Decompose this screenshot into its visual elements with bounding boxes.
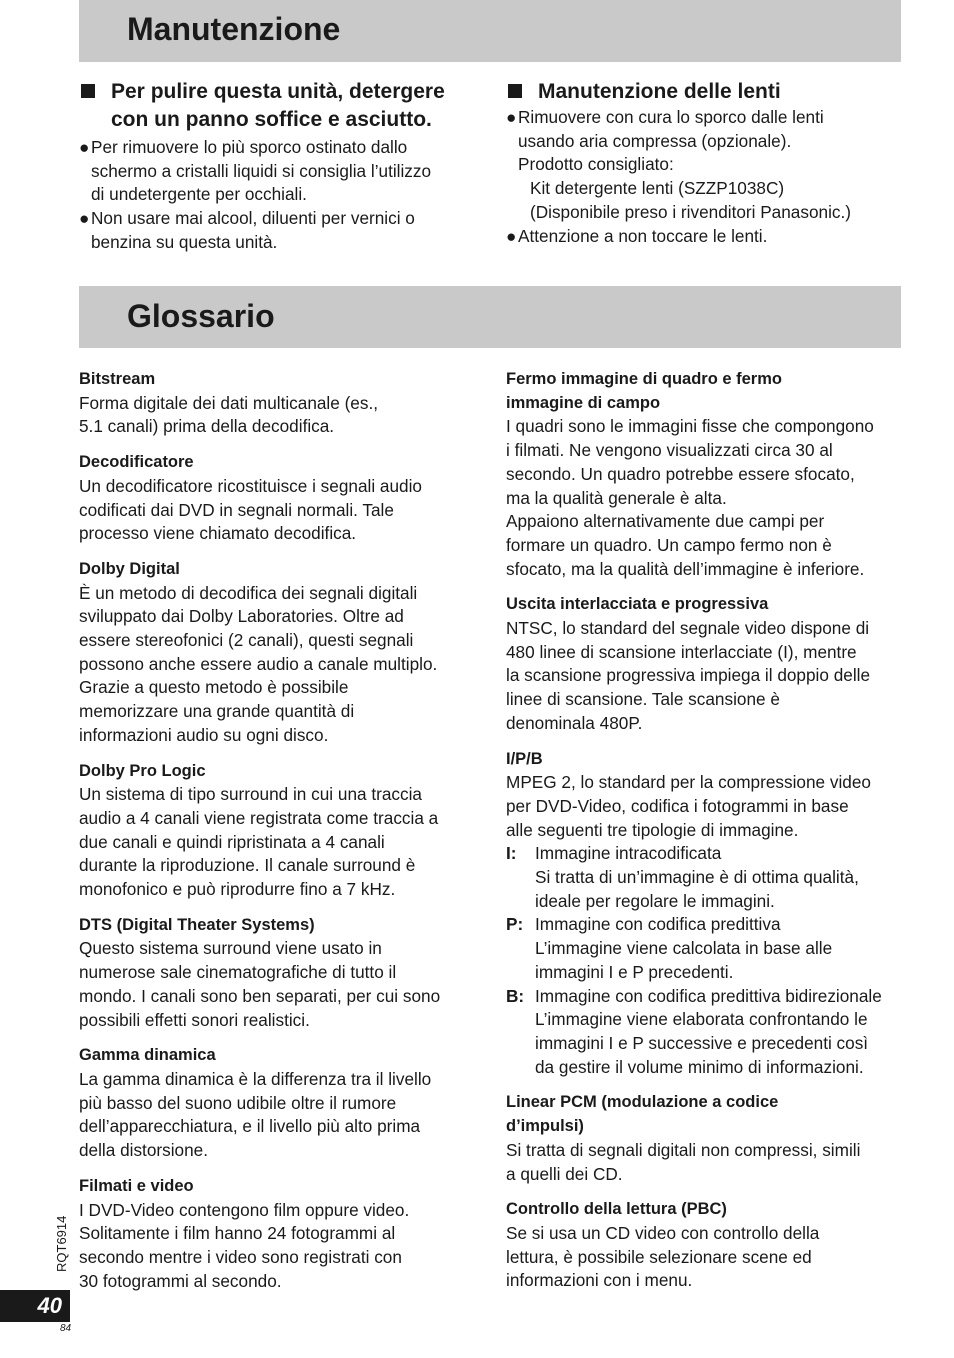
glossary-right-column xyxy=(506,368,906,1305)
glossary-entry: Uscita interlacciata e progressiva NTSC, lo standard del segnale video dispone di 480 linee di scansione interlacciate (I), mentre la scansione progressiva impiega il doppio delle linee di scansione. Tale scansione è denominala 480P. xyxy=(506,593,906,735)
glossary-term: Decodificatore xyxy=(79,453,194,472)
bullet-icon: ● xyxy=(506,225,517,246)
glossary-term: Dolby Digital xyxy=(79,559,180,578)
page-number: 40 xyxy=(37,1293,62,1318)
glossary-entry: Dolby Digital È un metodo di decodifica dei segnali digitali sviluppato dai Dolby Laboratories. Oltre ad essere stereofonici (2 canali), questi segnali possono anche essere audio a canale multiplo. Grazie a questo metodo è possibile memorizzare una grande quantità di informazioni audio su ogni disco. xyxy=(79,558,479,748)
cleaning-heading: Per pulire questa unità, detergere con un panno soffice e asciutto. xyxy=(79,78,489,134)
ipb-item: P: Immagine con codifica predittiva L’immagine viene calcolata in base alle immagini I e P precedenti. xyxy=(506,913,906,984)
bullet-icon: ● xyxy=(79,208,90,229)
glossary-term: DTS (Digital Theater Systems) xyxy=(79,915,315,934)
lens-section xyxy=(506,78,906,248)
bullet-item: ● Rimuovere con cura lo sporco dalle lenti usando aria compressa (opzionale). Prodotto consigliato: Kit detergente lenti (SZZP1038C) (Disponibile preso i rivenditori Panasonic.) xyxy=(506,107,851,222)
ipb-item: I: Immagine intracodificata Si tratta di un’immagine è di ottima qualità, ideale per regolare le immagini. xyxy=(506,842,906,913)
glossary-left-column xyxy=(79,368,479,1305)
glossary-term: Bitstream xyxy=(79,370,156,388)
glossary-banner xyxy=(79,286,901,348)
glossary-entry: Linear PCM (modulazione a codice d’impulsi) Si tratta di segnali digitali non compressi, simili a quelli dei CD. xyxy=(506,1091,906,1186)
glossary-entry: Bitstream Forma digitale dei dati multicanale (es., 5.1 canali) prima della decodifica. xyxy=(79,368,479,439)
glossary-title: Glossario xyxy=(127,298,275,334)
glossary-entry: Fermo immagine di quadro e fermo immagine di campo I quadri sono le immagini fisse che compongono i filmati. Ne vengono visualizzati circa 30 al secondo. Un quadro potrebbe essere sfocato, ma la qualità generale è alta. Appaiono alternativamente due campi per formare un quadro. Un campo fermo non è sfocato, ma la qualità dell’immagine è inferiore. xyxy=(506,368,906,581)
glossary-entry: Controllo della lettura (PBC) Se si usa un CD video con controllo della lettura, è possibile selezionare scene ed informazioni con i menu. xyxy=(506,1198,906,1293)
model-code: RQT6914 xyxy=(54,1215,69,1272)
ipb-item: B: Immagine con codifica predittiva bidirezionale L’immagine viene elaborata confrontando le immagini I e P successive e precedenti così da gestire il volume minimo di informazioni. xyxy=(506,985,906,1080)
glossary-term: Filmati e video xyxy=(79,1176,194,1195)
glossary-term: Controllo della lettura (PBC) xyxy=(506,1200,727,1219)
ipb-label: I: xyxy=(506,843,517,864)
glossary-term: Dolby Pro Logic xyxy=(79,761,206,780)
ipb-label: P: xyxy=(506,914,524,935)
bullet-icon: ● xyxy=(506,107,517,127)
glossary-entry: Filmati e video I DVD-Video contengono film oppure video. Solitamente i film hanno 24 fotogrammi al secondo mentre i video sono registrati con 30 fotogrammi al secondo. xyxy=(79,1175,479,1294)
glossary-term: Fermo immagine di quadro e fermo immagine di campo xyxy=(506,370,782,412)
ipb-label: B: xyxy=(506,985,525,1006)
square-bullet-icon xyxy=(508,84,522,98)
glossary-term: Uscita interlacciata e progressiva xyxy=(506,595,769,614)
square-bullet-icon xyxy=(81,84,95,98)
glossary-entry: DTS (Digital Theater Systems) Questo sistema surround viene usato in numerose sale cinematografiche di tutto il mondo. I canali sono ben separati, per cui sono possibili effetti sonori realistici. xyxy=(79,914,479,1033)
small-page-number: 84 xyxy=(60,1323,72,1334)
bullet-icon: ● xyxy=(79,137,90,157)
bullet-item: ● Attenzione a non toccare le lenti. xyxy=(506,225,906,249)
lens-heading: Manutenzione delle lenti xyxy=(506,78,906,106)
bullet-item: ● Non usare mai alcool, diluenti per vernici o benzina su questa unità. xyxy=(79,208,415,252)
glossary-entry: Decodificatore Un decodificatore ricostituisce i segnali audio codificati dai DVD in segnali normali. Tale processo viene chiamato decodifica. xyxy=(79,451,479,546)
glossary-entry: Gamma dinamica La gamma dinamica è la differenza tra il livello più basso del suono udibile oltre il rumore dell’apparecchiatura, e il livello più alto prima della distorsione. xyxy=(79,1044,479,1163)
glossary-term: Gamma dinamica xyxy=(79,1046,216,1065)
maintenance-banner xyxy=(79,0,901,62)
cleaning-section xyxy=(79,78,489,255)
glossary-entry: Dolby Pro Logic Un sistema di tipo surround in cui una traccia audio a 4 canali viene registrata come traccia a due canali e quindi ripristinata a 4 canali durante la riproduzione. Il canale surround è monofonico e può riprodurre fino a 7 kHz. xyxy=(79,760,479,902)
glossary-term: Linear PCM (modulazione a codice d’impulsi) xyxy=(506,1093,779,1136)
page-number-badge xyxy=(0,1290,70,1322)
bullet-item: ● Per rimuovere lo più sporco ostinato dallo schermo a cristalli liquidi si consiglia l’utilizzo di undetergente per occhiali. xyxy=(79,137,432,205)
glossary-entry: I/P/B MPEG 2, lo standard per la compressione video per DVD-Video, codifica i fotogrammi in base alle seguenti tre tipologie di immagine. I: Immagine intracodificata Si tratta di un’immagine è di ottima qualità, ideale per regolare le immagini. P: Immagine con codifica predittiva L’immagine viene calcolata in base alle immagini I e P precedenti. B: Immagine con codifica predittiva bidirezionale L’immagine viene elaborata confrontando le immagini I e P successive e precedenti così da gestire il volume minimo di informazioni. xyxy=(506,748,906,1080)
maintenance-title: Manutenzione xyxy=(127,11,341,47)
glossary-term: I/P/B xyxy=(506,749,543,768)
